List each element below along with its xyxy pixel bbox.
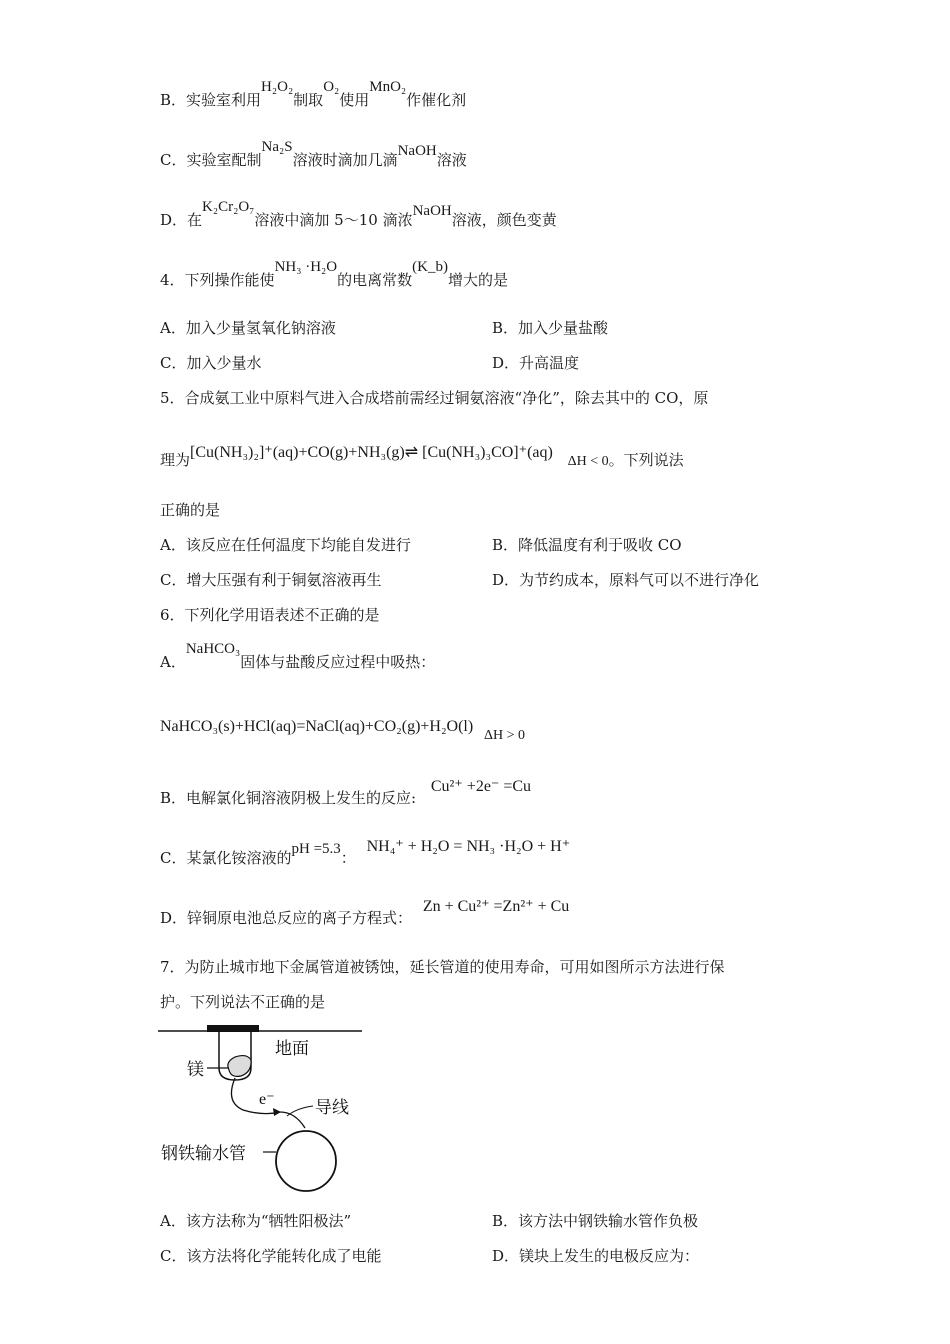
enthalpy: ΔH < 0: [567, 454, 609, 469]
magnesium-block: [228, 1056, 251, 1077]
formula: NH₃ ·H₂O: [274, 259, 338, 275]
text: 固体与盐酸反应过程中吸热：: [240, 653, 436, 671]
arrow-head: [273, 1108, 281, 1116]
q5-option-b: B．降低温度有利于吸收 CO: [492, 536, 682, 554]
text: 作催化剂: [406, 91, 467, 109]
wire-to-pipe: [280, 1112, 305, 1128]
q4-option-d: D．升高温度: [492, 354, 580, 372]
text: 溶液时滴加几滴: [292, 151, 398, 169]
option-label: B．: [160, 91, 187, 109]
option-label: C．: [160, 151, 187, 169]
question-5-line2: [160, 444, 684, 472]
q5-option-a: A．该反应在任何温度下均能自发进行: [160, 536, 411, 554]
formula: O₂: [323, 79, 340, 95]
q3-option-c: [160, 139, 467, 171]
label-magnesium: 镁: [187, 1060, 204, 1080]
label-pipe: 钢铁输水管: [161, 1144, 246, 1164]
text: 实验室配制: [186, 151, 262, 169]
q7-option-d: D．镁块上发生的电极反应为：: [492, 1247, 700, 1265]
cover-plate: [207, 1025, 259, 1032]
equation: Cu²⁺ +2e⁻ =Cu: [430, 778, 532, 795]
equation: NH₄⁺ + H₂O = NH₃ ·H₂O + H⁺: [366, 838, 571, 855]
formula: NaOH: [397, 143, 437, 159]
text: B．电解氯化铜溶液阴极上发生的反应:: [160, 789, 417, 807]
label-ground: 地面: [275, 1039, 309, 1059]
q7-option-c: C．该方法将化学能转化成了电能: [160, 1247, 382, 1265]
question-7-line2: 护。下列说法不正确的是: [160, 993, 326, 1011]
question-7-line1: 7．为防止城市地下金属管道被锈蚀，延长管道的使用寿命，可用如图所示方法进行保: [160, 958, 725, 976]
question-5-line1: 5．合成氨工业中原料气进入合成塔前需经过铜氨溶液“净化”，除去其中的 CO，原: [160, 389, 709, 407]
q5-option-d: D．为节约成本，原料气可以不进行净化: [492, 571, 760, 589]
q6-option-a-equation: [160, 716, 525, 743]
text: 理为: [160, 451, 191, 469]
text: 溶液: [436, 151, 467, 169]
formula: K₂Cr₂O₇: [202, 199, 255, 215]
question-4: [160, 259, 508, 291]
formula: Na₂S: [261, 139, 293, 155]
question-5-line3: 正确的是: [160, 501, 221, 519]
text: 实验室利用: [186, 91, 262, 109]
q6-option-c: [160, 838, 571, 869]
enthalpy: ΔH > 0: [483, 728, 525, 743]
text: ：: [340, 849, 356, 867]
q7-option-b: B．该方法中钢铁输水管作负极: [492, 1212, 699, 1230]
text: 制取: [293, 91, 324, 109]
label-electron: e⁻: [259, 1091, 275, 1108]
text: 溶液，颜色变黄: [451, 211, 557, 229]
equation: Zn + Cu²⁺ =Zn²⁺ + Cu: [422, 898, 570, 915]
q4-option-a: A．加入少量氢氧化钠溶液: [160, 319, 336, 337]
formula: NaOH: [412, 203, 452, 219]
formula: NaHCO₃: [185, 641, 241, 657]
q3-option-d: [160, 199, 557, 231]
q6-option-d: [160, 898, 570, 929]
q7-option-a: A．该方法称为“牺牲阳极法”: [160, 1212, 352, 1230]
text: 增大的是: [447, 271, 508, 289]
q6-option-a: [160, 641, 436, 673]
equation: NaHCO₃(s)+HCl(aq)=NaCl(aq)+CO₂(g)+H₂O(l): [160, 718, 474, 735]
formula: H₂O₂: [261, 79, 294, 95]
text: 溶液中滴加 5～10 滴浓: [254, 211, 413, 229]
q4-option-b: B．加入少量盐酸: [492, 319, 609, 337]
text: 下列操作能使: [184, 271, 275, 289]
question-6-line1: 6．下列化学用语表述不正确的是: [160, 606, 380, 624]
option-label: D．: [160, 211, 188, 229]
q6-option-b: [160, 778, 532, 809]
ph-value: pH =5.3: [291, 841, 341, 857]
option-label: A．: [160, 653, 186, 671]
text: C．某氯化铵溶液的: [160, 849, 292, 867]
q3-option-b: [160, 79, 467, 111]
text: 使用: [339, 91, 370, 109]
label-wire: 导线: [315, 1098, 349, 1118]
text: 在: [187, 211, 203, 229]
text: 。下列说法: [608, 451, 684, 469]
q5-option-c: C．增大压强有利于铜氨溶液再生: [160, 571, 382, 589]
text: 的电离常数: [337, 271, 413, 289]
equation: [Cu(NH₃)₂]⁺(aq)+CO(g)+NH₃(g)⇌ [Cu(NH₃)₃CO]⁺(aq): [190, 444, 553, 461]
q4-option-c: C．加入少量水: [160, 354, 262, 372]
text: D．锌铜原电池总反应的离子方程式：: [160, 909, 413, 927]
pipe-circle: [276, 1131, 336, 1191]
cathodic-protection-diagram: [155, 1020, 375, 1200]
formula: MnO₂: [369, 79, 407, 95]
formula: (K_b): [412, 259, 448, 275]
question-number: 4．: [160, 271, 185, 289]
